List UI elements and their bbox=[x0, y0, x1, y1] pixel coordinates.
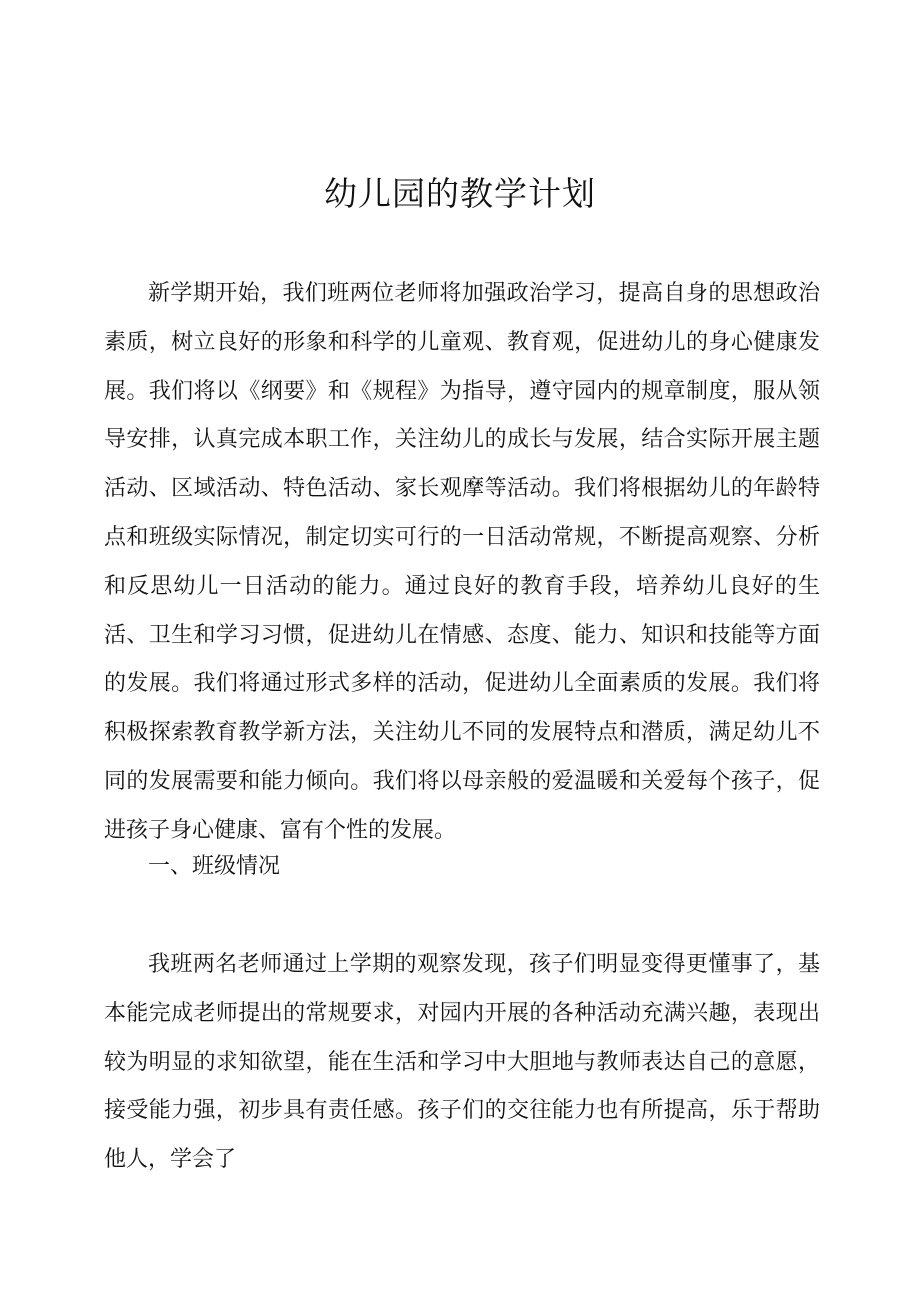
section-heading-class-situation: 一、班级情况 bbox=[148, 854, 281, 879]
document-title: 幼儿园的教学计划 bbox=[324, 174, 596, 213]
intro-paragraph: 新学期开始，我们班两位老师将加强政治学习，提高自身的思想政治素质，树立良好的形象和科学的儿童观、教育观，促进幼儿的身心健康发展。我们将以《纲要》和《规程》为指导，遵守园内的规章制度，服从领导安排，认真完成本职工作，关注幼儿的成长与发展，结合实际开展主题活动、区域活动、特色活动、家长观摩等活动。我们将根据幼儿的年龄特点和班级实际情况，制定切实可行的一日活动常规，不断提高观察、分析和反思幼儿一日活动的能力。通过良好的教育手段，培养幼儿良好的生活、卫生和学习习惯，促进幼儿在情感、态度、能力、知识和技能等方面的发展。我们将通过形式多样的活动，促进幼儿全面素质的发展。我们将积极探索教育教学新方法，关注幼儿不同的发展特点和潜质，满足幼儿不同的发展需要和能力倾向。我们将以母亲般的爱温暖和关爱每个孩子，促进孩子身心健康、富有个性的发展。 bbox=[104, 281, 820, 843]
class-situation-paragraph: 我班两名老师通过上学期的观察发现，孩子们明显变得更懂事了，基本能完成老师提出的常规要求，对园内开展的各种活动充满兴趣，表现出较为明显的求知欲望，能在生活和学习中大胆地与教师表达自己的意愿，接受能力强，初步具有责任感。孩子们的交往能力也有所提高，乐于帮助他人，学会了 bbox=[104, 952, 820, 1173]
